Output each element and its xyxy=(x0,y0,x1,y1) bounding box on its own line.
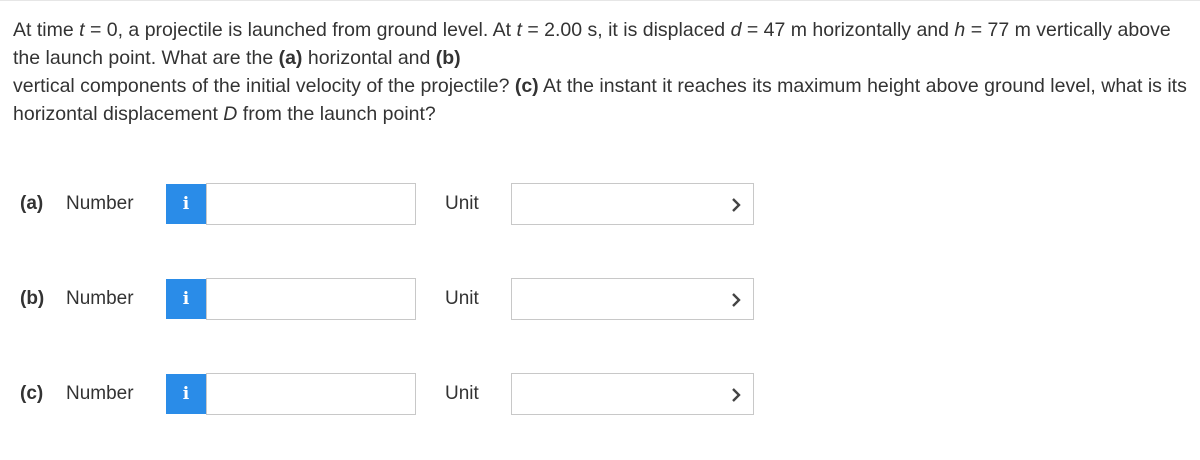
info-button[interactable] xyxy=(166,374,206,414)
answer-row-a xyxy=(0,183,1200,227)
info-icon: i xyxy=(182,193,190,214)
variable-t: t xyxy=(516,19,522,41)
number-input-a[interactable] xyxy=(206,183,416,225)
question-segment: = 77 m vertically above the launch point. What are the xyxy=(13,19,1171,69)
question-segment: = 2.00 s, it is displaced xyxy=(521,19,731,41)
part-b-marker: (b) xyxy=(435,47,461,69)
question-segment: vertical components of the initial velocity of the projectile? xyxy=(13,75,515,97)
question-segment: = 0, a projectile is launched from ground level. At xyxy=(84,19,517,41)
variable-d: d xyxy=(730,19,742,41)
part-label: (c) xyxy=(20,383,44,404)
unit-select-b[interactable] xyxy=(511,278,754,320)
question-segment: At time xyxy=(13,19,80,41)
answer-row-b xyxy=(0,278,1200,322)
chevron-down-icon xyxy=(731,198,741,212)
info-icon: i xyxy=(182,288,190,309)
part-c-marker: (c) xyxy=(514,75,539,97)
unit-label: Unit xyxy=(445,193,479,214)
unit-select-c[interactable] xyxy=(511,373,754,415)
unit-label: Unit xyxy=(445,288,479,309)
unit-select-a[interactable] xyxy=(511,183,754,225)
question-segment: from the launch point? xyxy=(237,103,436,125)
question-segment: At the instant it reaches its maximum height above ground level, what is its horizontal displacement xyxy=(13,75,1187,125)
unit-label: Unit xyxy=(445,383,479,404)
number-input-b[interactable] xyxy=(206,278,416,320)
question-text xyxy=(13,16,1193,128)
number-input-c[interactable] xyxy=(206,373,416,415)
info-button[interactable] xyxy=(166,184,206,224)
part-label: (b) xyxy=(20,288,45,309)
variable-D: D xyxy=(223,103,238,125)
part-a-marker: (a) xyxy=(278,47,303,69)
number-label: Number xyxy=(66,193,134,214)
info-icon: i xyxy=(182,383,190,404)
chevron-down-icon xyxy=(731,388,741,402)
variable-t: t xyxy=(79,19,85,41)
question-segment: = 47 m horizontally and xyxy=(741,19,955,41)
info-button[interactable] xyxy=(166,279,206,319)
number-label: Number xyxy=(66,288,134,309)
number-label: Number xyxy=(66,383,134,404)
question-segment: horizontal and xyxy=(302,47,436,69)
top-divider xyxy=(0,0,1200,1)
chevron-down-icon xyxy=(731,293,741,307)
part-label: (a) xyxy=(20,193,44,214)
variable-h: h xyxy=(954,19,966,41)
answer-row-c xyxy=(0,373,1200,417)
